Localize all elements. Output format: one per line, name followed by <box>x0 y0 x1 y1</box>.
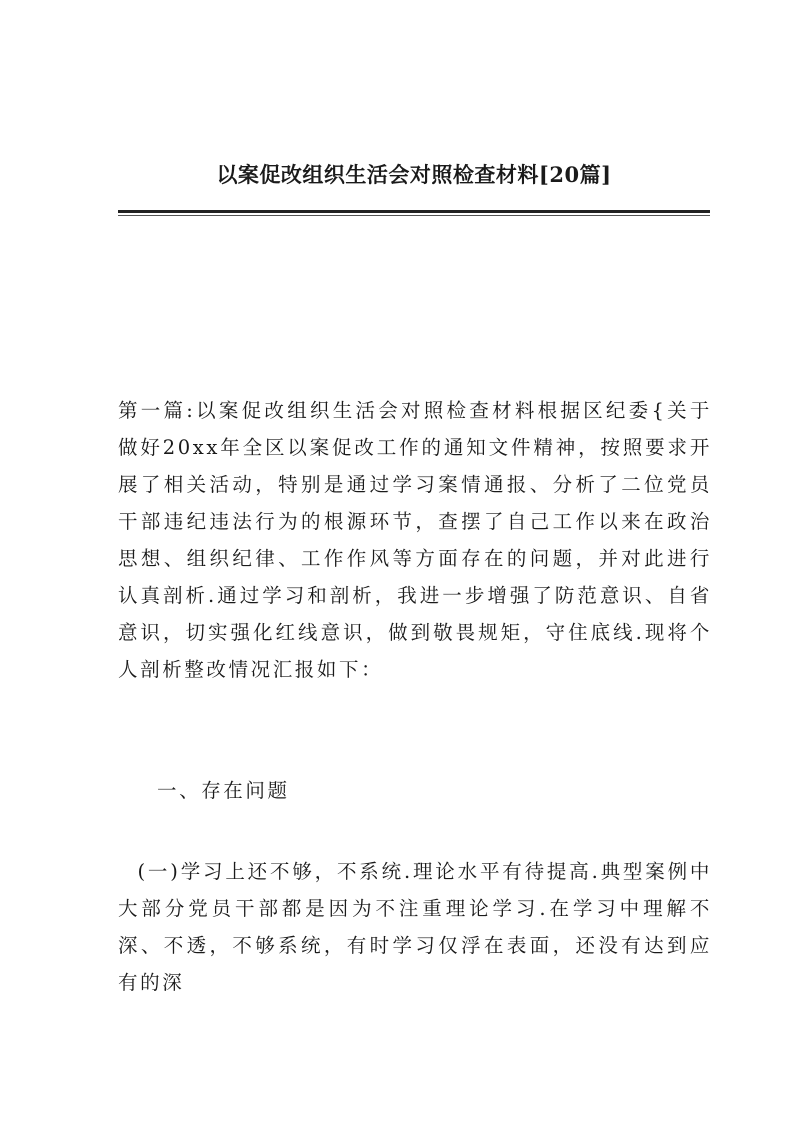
section-heading-existing-problems: 一、存在问题 <box>157 779 290 802</box>
document-title: 以案促改组织生活会对照检查材料[20篇] <box>216 162 612 187</box>
body-paragraph-study-issue: (一)学习上还不够，不系统.理论水平有待提高.典型案例中大部分党员干部都是因为不注重理论学习.在学习中理解不深、不透，不够系统，有时学习仅浮在表面，还没有达到应有的深 <box>118 860 712 994</box>
title-divider <box>118 210 710 213</box>
title-divider-thin <box>118 215 710 216</box>
body-paragraph-first-article: 第一篇:以案促改组织生活会对照检查材料根据区纪委{关于做好20xx年全区以案促改工作的通知文件精神，按照要求开展了相关活动，特别是通过学习案情通报、分析了二位党员干部违纪违法行为的根源环节，查摆了自己工作以来在政治思想、组织纪律、工作作风等方面存在的问题，并对此进行认真剖析.通过学习和剖析，我进一步增强了防范意识、自省意识，切实强化红线意识，做到敬畏规矩，守住底线.现将个人剖析整改情况汇报如下： <box>118 399 712 681</box>
